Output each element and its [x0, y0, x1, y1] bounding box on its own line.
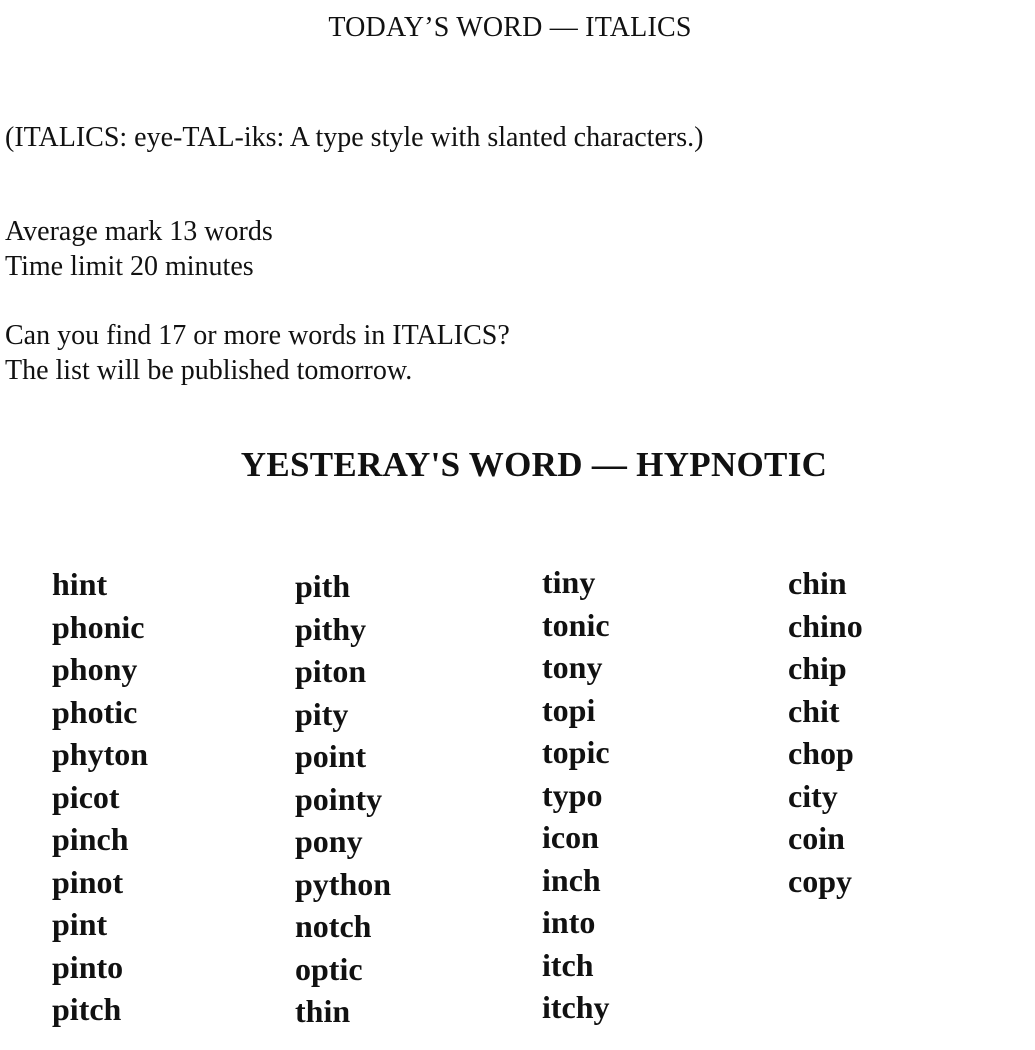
word-item: notch — [295, 908, 372, 944]
word-item: chin — [788, 565, 847, 601]
word-item: pony — [295, 823, 363, 859]
word-definition: (ITALICS: eye-TAL-iks: A type style with slanted characters.) — [5, 122, 704, 153]
word-item: pithy — [295, 610, 367, 647]
word-item: photic — [52, 693, 138, 730]
word-item: picot — [52, 778, 120, 815]
word-column-4 — [788, 562, 863, 902]
word-item: pitch — [52, 991, 122, 1027]
challenge-question: Can you find 17 or more words in ITALICS? — [5, 320, 510, 351]
word-item: tonic — [542, 606, 610, 643]
word-item: chino — [788, 607, 863, 644]
word-item: chop — [788, 735, 854, 771]
challenge-text — [5, 318, 510, 388]
time-limit: Time limit 20 minutes — [5, 251, 254, 282]
word-item: optic — [295, 950, 363, 987]
word-item: pith — [295, 568, 351, 604]
word-item: thin — [295, 993, 351, 1029]
word-item: itch — [542, 946, 594, 983]
word-column-1 — [52, 563, 148, 1031]
answers-title: YESTERAY'S WORD — HYPNOTIC — [240, 445, 828, 484]
word-item: pinch — [52, 821, 129, 857]
word-item: city — [788, 777, 838, 814]
publish-note: The list will be published tomorrow. — [5, 355, 413, 386]
word-item: tiny — [542, 564, 596, 600]
word-item: pity — [295, 695, 349, 732]
word-item: inch — [542, 861, 601, 898]
word-column-3 — [542, 561, 610, 1029]
word-item: hint — [52, 566, 108, 602]
word-item: into — [542, 904, 596, 940]
word-item: pinto — [52, 948, 124, 985]
word-item: pointy — [295, 780, 383, 817]
word-item: chit — [788, 692, 840, 729]
word-item: topic — [542, 734, 610, 770]
average-mark: Average mark 13 words — [5, 216, 273, 247]
word-item: pint — [52, 906, 108, 942]
word-column-2 — [295, 565, 391, 1033]
word-item: itchy — [542, 989, 610, 1025]
word-item: coin — [788, 820, 845, 856]
word-item: phony — [52, 651, 138, 687]
word-item: pinot — [52, 863, 124, 900]
word-item: typo — [542, 776, 603, 813]
puzzle-stats — [5, 214, 273, 284]
word-item: topi — [542, 691, 596, 728]
word-item: point — [295, 738, 367, 774]
word-item: phyton — [52, 736, 149, 772]
word-item: phonic — [52, 608, 145, 645]
page-title: TODAY’S WORD — ITALICS — [328, 12, 692, 43]
word-item: piton — [295, 653, 367, 689]
word-item: chip — [788, 650, 847, 686]
word-item: copy — [788, 862, 852, 899]
word-item: tony — [542, 649, 603, 685]
word-item: icon — [542, 819, 599, 855]
word-item: python — [295, 865, 392, 902]
